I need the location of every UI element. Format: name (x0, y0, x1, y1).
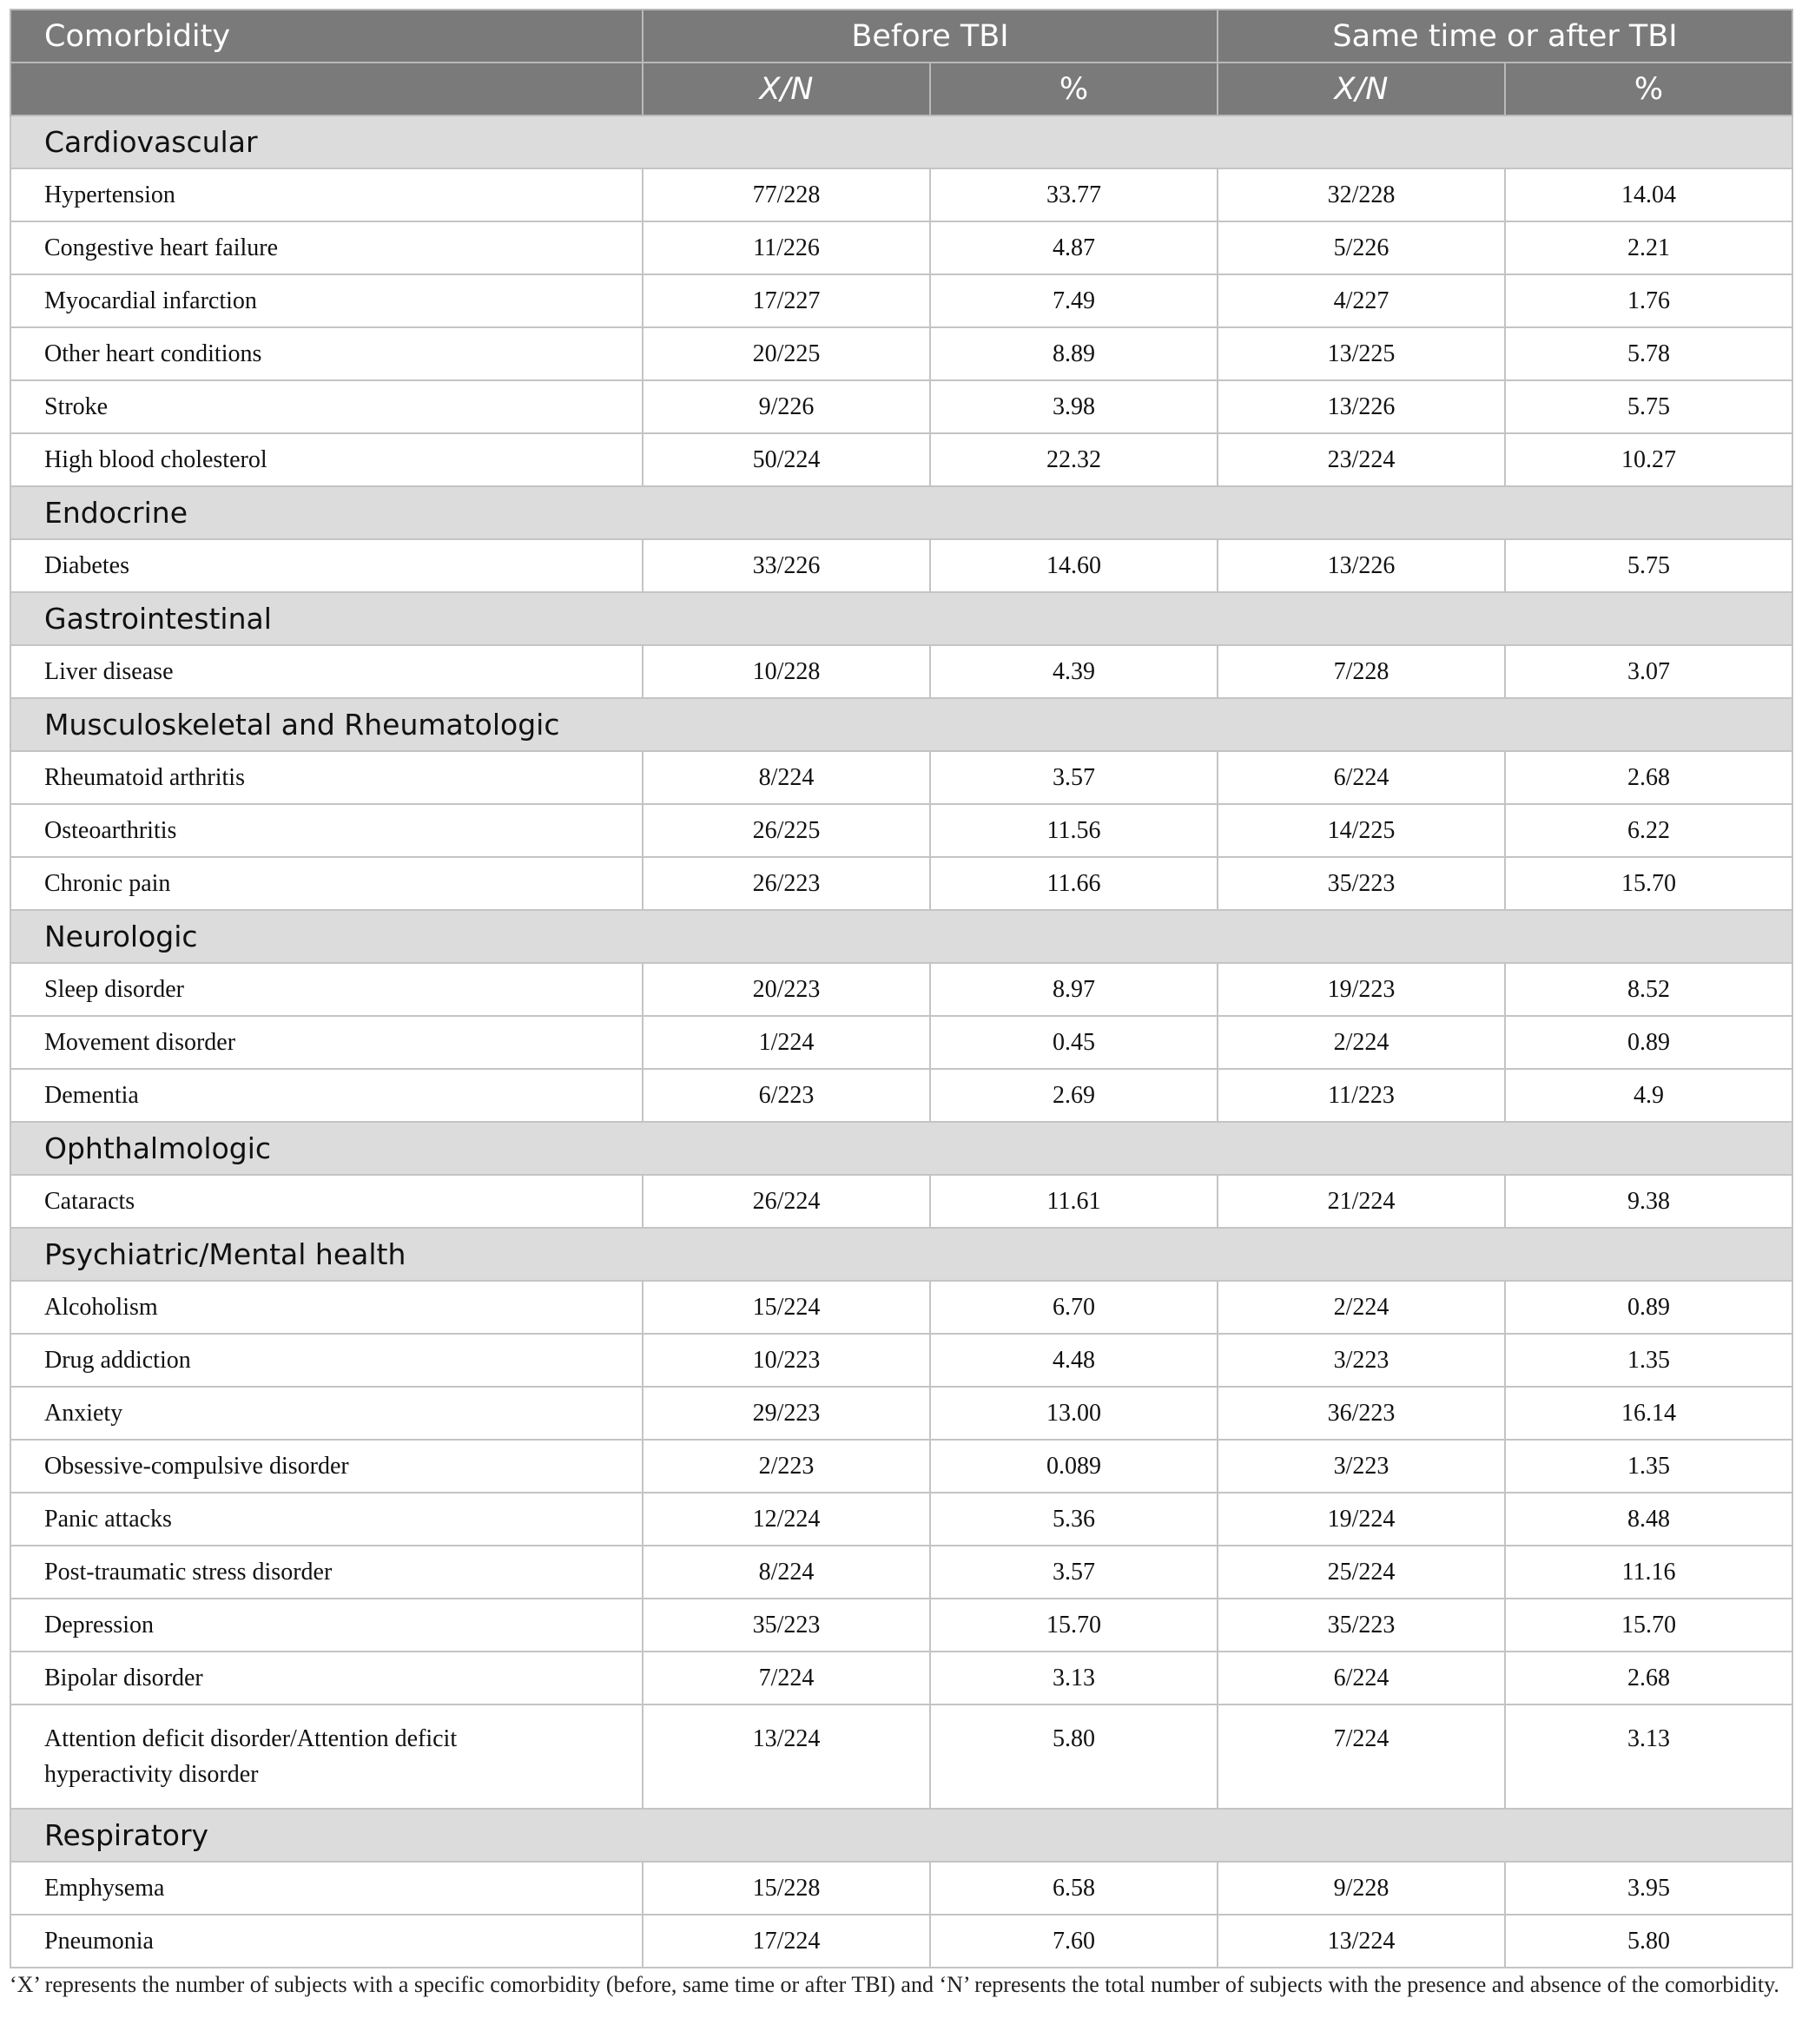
before-pct-cell: 7.60 (930, 1915, 1218, 1968)
comorbidity-name-cell: Movement disorder (10, 1016, 643, 1069)
after-xn-cell: 6/224 (1218, 1652, 1505, 1704)
table-row (10, 380, 1792, 433)
comorbidity-name-cell: High blood cholesterol (10, 433, 643, 486)
after-xn-cell: 19/223 (1218, 963, 1505, 1016)
after-xn-cell: 23/224 (1218, 433, 1505, 486)
before-pct-cell: 0.089 (930, 1440, 1218, 1493)
after-xn-cell: 25/224 (1218, 1546, 1505, 1599)
before-pct-cell: 33.77 (930, 168, 1218, 221)
before-pct-cell: 4.48 (930, 1334, 1218, 1387)
comorbidity-name-cell: Liver disease (10, 645, 643, 698)
before-xn-cell: 13/224 (643, 1704, 930, 1809)
table-row (10, 1069, 1792, 1122)
after-pct-cell: 11.16 (1505, 1546, 1792, 1599)
group-row (10, 1122, 1792, 1175)
comorbidity-name-cell: Osteoarthritis (10, 804, 643, 857)
comorbidity-name-cell: Alcoholism (10, 1281, 643, 1334)
before-xn-cell: 9/226 (643, 380, 930, 433)
before-pct-cell: 8.97 (930, 963, 1218, 1016)
comorbidity-name-cell: Anxiety (10, 1387, 643, 1440)
header-after-pct: % (1505, 63, 1792, 115)
before-pct-cell: 5.80 (930, 1704, 1218, 1809)
group-heading: Musculoskeletal and Rheumatologic (10, 698, 1792, 751)
after-pct-cell: 5.80 (1505, 1915, 1792, 1968)
before-pct-cell: 22.32 (930, 433, 1218, 486)
after-pct-cell: 5.78 (1505, 327, 1792, 380)
after-pct-cell: 6.22 (1505, 804, 1792, 857)
header-before-pct: % (930, 63, 1218, 115)
after-xn-cell: 19/224 (1218, 1493, 1505, 1546)
table-row (10, 1652, 1792, 1704)
comorbidity-name-cell: Sleep disorder (10, 963, 643, 1016)
after-pct-cell: 3.95 (1505, 1862, 1792, 1915)
comorbidity-table (10, 9, 1793, 1968)
after-xn-cell: 21/224 (1218, 1175, 1505, 1228)
after-pct-cell: 14.04 (1505, 168, 1792, 221)
before-pct-cell: 11.66 (930, 857, 1218, 910)
before-xn-cell: 17/224 (643, 1915, 930, 1968)
before-pct-cell: 0.45 (930, 1016, 1218, 1069)
comorbidity-name-cell: Stroke (10, 380, 643, 433)
table-body (10, 115, 1792, 1968)
header-after-xn: X/N (1218, 63, 1505, 115)
table-row (10, 1440, 1792, 1493)
group-row (10, 698, 1792, 751)
after-xn-cell: 7/228 (1218, 645, 1505, 698)
table-row (10, 857, 1792, 910)
after-pct-cell: 15.70 (1505, 1599, 1792, 1652)
table-footnote: ‘X’ represents the number of subjects with a specific comorbidity (before, same time or after TBI) and ‘N’ represents the total number of subjects with the presence and absence of the comorbidity. (10, 1972, 1779, 1997)
table-row (10, 1016, 1792, 1069)
after-pct-cell: 16.14 (1505, 1387, 1792, 1440)
comorbidity-name-cell: Attention deficit disorder/Attention deficit hyperactivity disorder (10, 1704, 643, 1809)
after-pct-cell: 8.52 (1505, 963, 1792, 1016)
before-xn-cell: 11/226 (643, 221, 930, 274)
before-xn-cell: 12/224 (643, 1493, 930, 1546)
after-pct-cell: 5.75 (1505, 539, 1792, 592)
after-xn-cell: 35/223 (1218, 1599, 1505, 1652)
group-heading: Respiratory (10, 1809, 1792, 1862)
group-heading: Gastrointestinal (10, 592, 1792, 645)
group-row (10, 1228, 1792, 1281)
after-xn-cell: 6/224 (1218, 751, 1505, 804)
after-pct-cell: 2.21 (1505, 221, 1792, 274)
after-xn-cell: 2/224 (1218, 1016, 1505, 1069)
after-xn-cell: 35/223 (1218, 857, 1505, 910)
before-pct-cell: 2.69 (930, 1069, 1218, 1122)
after-pct-cell: 5.75 (1505, 380, 1792, 433)
comorbidity-name-cell: Rheumatoid arthritis (10, 751, 643, 804)
group-row (10, 592, 1792, 645)
table-row (10, 804, 1792, 857)
before-xn-cell: 33/226 (643, 539, 930, 592)
table-row (10, 963, 1792, 1016)
after-xn-cell: 4/227 (1218, 274, 1505, 327)
table-row (10, 1281, 1792, 1334)
after-xn-cell: 7/224 (1218, 1704, 1505, 1809)
table-row (10, 1175, 1792, 1228)
before-pct-cell: 4.39 (930, 645, 1218, 698)
before-xn-cell: 26/223 (643, 857, 930, 910)
comorbidity-name-cell: Myocardial infarction (10, 274, 643, 327)
before-pct-cell: 6.58 (930, 1862, 1218, 1915)
table-row (10, 1387, 1792, 1440)
table-row (10, 168, 1792, 221)
header-before-xn: X/N (643, 63, 930, 115)
table-row (10, 539, 1792, 592)
table-row (10, 1704, 1792, 1809)
before-xn-cell: 10/228 (643, 645, 930, 698)
comorbidity-name-cell: Bipolar disorder (10, 1652, 643, 1704)
comorbidity-name-cell: Dementia (10, 1069, 643, 1122)
group-heading: Psychiatric/Mental health (10, 1228, 1792, 1281)
before-xn-cell: 17/227 (643, 274, 930, 327)
before-pct-cell: 11.61 (930, 1175, 1218, 1228)
before-pct-cell: 4.87 (930, 221, 1218, 274)
before-xn-cell: 15/224 (643, 1281, 930, 1334)
comorbidity-name-cell: Chronic pain (10, 857, 643, 910)
group-row (10, 486, 1792, 539)
before-xn-cell: 8/224 (643, 1546, 930, 1599)
after-xn-cell: 5/226 (1218, 221, 1505, 274)
before-xn-cell: 15/228 (643, 1862, 930, 1915)
before-xn-cell: 6/223 (643, 1069, 930, 1122)
group-heading: Neurologic (10, 910, 1792, 963)
after-xn-cell: 3/223 (1218, 1334, 1505, 1387)
before-xn-cell: 20/225 (643, 327, 930, 380)
after-xn-cell: 11/223 (1218, 1069, 1505, 1122)
after-pct-cell: 4.9 (1505, 1069, 1792, 1122)
before-pct-cell: 3.57 (930, 1546, 1218, 1599)
after-pct-cell: 0.89 (1505, 1016, 1792, 1069)
table-row (10, 433, 1792, 486)
comorbidity-name-cell: Emphysema (10, 1862, 643, 1915)
group-heading: Ophthalmologic (10, 1122, 1792, 1175)
comorbidity-name-cell: Cataracts (10, 1175, 643, 1228)
before-pct-cell: 3.98 (930, 380, 1218, 433)
after-pct-cell: 1.76 (1505, 274, 1792, 327)
comorbidity-name-cell: Diabetes (10, 539, 643, 592)
after-xn-cell: 14/225 (1218, 804, 1505, 857)
group-heading: Cardiovascular (10, 115, 1792, 168)
comorbidity-name-cell: Post-traumatic stress disorder (10, 1546, 643, 1599)
after-pct-cell: 9.38 (1505, 1175, 1792, 1228)
before-pct-cell: 14.60 (930, 539, 1218, 592)
comorbidity-name-cell: Other heart conditions (10, 327, 643, 380)
after-pct-cell: 10.27 (1505, 433, 1792, 486)
after-xn-cell: 13/225 (1218, 327, 1505, 380)
before-xn-cell: 29/223 (643, 1387, 930, 1440)
after-pct-cell: 2.68 (1505, 751, 1792, 804)
header-empty-cell (10, 63, 643, 115)
before-xn-cell: 77/228 (643, 168, 930, 221)
before-pct-cell: 3.13 (930, 1652, 1218, 1704)
group-row (10, 910, 1792, 963)
comorbidity-table-container (10, 9, 1792, 1968)
after-xn-cell: 13/226 (1218, 380, 1505, 433)
table-header (10, 10, 1792, 115)
after-pct-cell: 3.07 (1505, 645, 1792, 698)
after-xn-cell: 2/224 (1218, 1281, 1505, 1334)
table-row (10, 751, 1792, 804)
comorbidity-name-cell: Obsessive-compulsive disorder (10, 1440, 643, 1493)
before-pct-cell: 15.70 (930, 1599, 1218, 1652)
after-xn-cell: 36/223 (1218, 1387, 1505, 1440)
table-row (10, 1599, 1792, 1652)
table-row (10, 221, 1792, 274)
after-xn-cell: 13/226 (1218, 539, 1505, 592)
before-pct-cell: 7.49 (930, 274, 1218, 327)
after-pct-cell: 2.68 (1505, 1652, 1792, 1704)
before-pct-cell: 5.36 (930, 1493, 1218, 1546)
after-xn-cell: 13/224 (1218, 1915, 1505, 1968)
header-after-tbi: Same time or after TBI (1218, 10, 1792, 63)
before-xn-cell: 8/224 (643, 751, 930, 804)
before-pct-cell: 3.57 (930, 751, 1218, 804)
table-row (10, 645, 1792, 698)
table-row (10, 274, 1792, 327)
table-row (10, 1546, 1792, 1599)
after-pct-cell: 0.89 (1505, 1281, 1792, 1334)
before-pct-cell: 6.70 (930, 1281, 1218, 1334)
before-pct-cell: 11.56 (930, 804, 1218, 857)
comorbidity-name-cell: Panic attacks (10, 1493, 643, 1546)
table-row (10, 1862, 1792, 1915)
before-xn-cell: 26/225 (643, 804, 930, 857)
comorbidity-name-cell: Drug addiction (10, 1334, 643, 1387)
before-pct-cell: 8.89 (930, 327, 1218, 380)
table-row (10, 1334, 1792, 1387)
after-pct-cell: 8.48 (1505, 1493, 1792, 1546)
after-pct-cell: 3.13 (1505, 1704, 1792, 1809)
after-xn-cell: 3/223 (1218, 1440, 1505, 1493)
after-pct-cell: 15.70 (1505, 857, 1792, 910)
before-xn-cell: 50/224 (643, 433, 930, 486)
after-xn-cell: 9/228 (1218, 1862, 1505, 1915)
comorbidity-name-cell: Hypertension (10, 168, 643, 221)
before-xn-cell: 20/223 (643, 963, 930, 1016)
group-row (10, 115, 1792, 168)
group-row (10, 1809, 1792, 1862)
group-heading: Endocrine (10, 486, 1792, 539)
after-pct-cell: 1.35 (1505, 1440, 1792, 1493)
header-before-tbi: Before TBI (643, 10, 1218, 63)
after-xn-cell: 32/228 (1218, 168, 1505, 221)
comorbidity-name-cell: Depression (10, 1599, 643, 1652)
table-row (10, 1915, 1792, 1968)
after-pct-cell: 1.35 (1505, 1334, 1792, 1387)
before-xn-cell: 10/223 (643, 1334, 930, 1387)
table-row (10, 327, 1792, 380)
table-row (10, 1493, 1792, 1546)
before-pct-cell: 13.00 (930, 1387, 1218, 1440)
before-xn-cell: 1/224 (643, 1016, 930, 1069)
before-xn-cell: 26/224 (643, 1175, 930, 1228)
header-comorbidity: Comorbidity (10, 10, 643, 63)
before-xn-cell: 2/223 (643, 1440, 930, 1493)
comorbidity-name-cell: Pneumonia (10, 1915, 643, 1968)
before-xn-cell: 35/223 (643, 1599, 930, 1652)
before-xn-cell: 7/224 (643, 1652, 930, 1704)
comorbidity-name-cell: Congestive heart failure (10, 221, 643, 274)
